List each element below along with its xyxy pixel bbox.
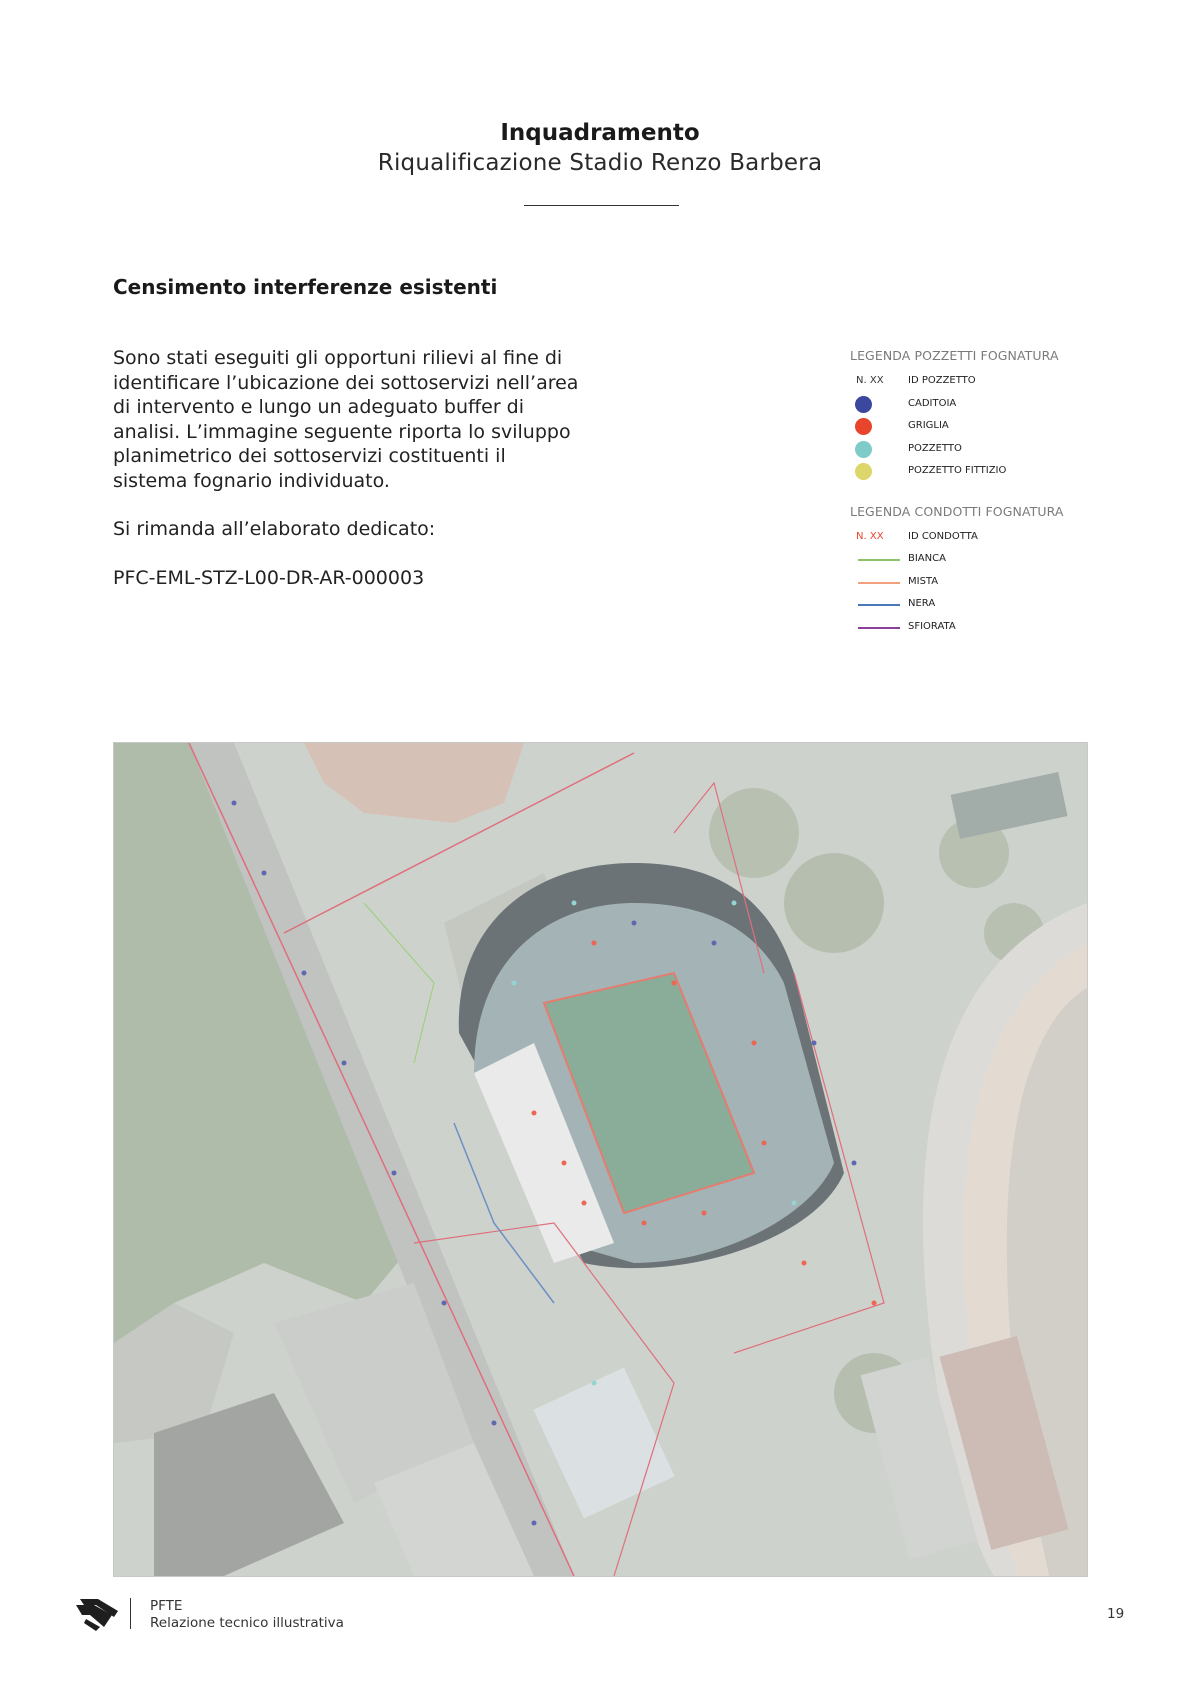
- legend-label: NERA: [908, 598, 936, 609]
- legend-row: [850, 396, 1130, 419]
- logo-icon: [74, 1597, 120, 1631]
- legend-label: ID POZZETTO: [908, 375, 976, 386]
- legend-row: [850, 551, 1130, 574]
- legend-label: GRIGLIA: [908, 420, 949, 431]
- legend-label: SFIORATA: [908, 620, 956, 632]
- page-number: 19: [1107, 1606, 1125, 1622]
- legend-line-icon: [858, 559, 900, 561]
- legend-row: [850, 463, 1130, 486]
- legend-dot-icon: [855, 463, 872, 480]
- legend-row: [850, 574, 1130, 597]
- legend-condotti-title: LEGENDA CONDOTTI FOGNATURA: [850, 503, 1064, 519]
- legend-line-icon: [858, 604, 900, 606]
- aerial-map-illustration: [114, 743, 1087, 1576]
- section-heading: Censimento interferenze esistenti: [113, 275, 498, 299]
- body-paragraph: Si rimanda all’elaborato dedicato:: [113, 518, 436, 540]
- legend-line-icon: [858, 582, 900, 584]
- aerial-map-image: [113, 742, 1088, 1577]
- footer-divider: [130, 1598, 131, 1629]
- footer-doc-title: Relazione tecnico illustrativa: [150, 1615, 344, 1631]
- page-title: Inquadramento: [500, 120, 700, 146]
- legend-dot-icon: [855, 396, 872, 413]
- legend-label: CADITOIA: [908, 397, 957, 409]
- legend-row: [850, 596, 1130, 619]
- legend-pozzetti-title: LEGENDA POZZETTI FOGNATURA: [850, 348, 1059, 363]
- body-paragraph: Sono stati eseguiti gli opportuni rilievi al fine di identificare l’ubicazione dei sottoservizi nell’area di intervento e lungo un adeguato buffer di analisi. L’immagine seguente riporta lo sviluppo planimetrico dei sottoservizi costituenti il sistema fognario individuato.: [113, 347, 579, 492]
- footer-doc-type: PFTE: [150, 1598, 183, 1614]
- legend-label: POZZETTO FITTIZIO: [908, 465, 1007, 476]
- document-reference: PFC-EML-STZ-L00-DR-AR-000003: [113, 566, 425, 589]
- legend-id-key: N. XX: [856, 375, 884, 386]
- legend-label: BIANCA: [908, 553, 946, 564]
- body-text: [113, 346, 583, 590]
- legend-row: [850, 441, 1130, 464]
- legend-spacer: [850, 486, 1130, 504]
- page-subtitle: Riqualificazione Stadio Renzo Barbera: [377, 150, 823, 176]
- legend-id-key: N. XX: [856, 530, 884, 542]
- header-divider: [524, 205, 679, 206]
- map-legend: [850, 348, 1130, 641]
- legend-label: MISTA: [908, 575, 939, 587]
- legend-line-icon: [858, 627, 900, 629]
- legend-row: [850, 619, 1130, 642]
- legend-label: ID CONDOTTA: [908, 530, 978, 542]
- legend-row: [850, 373, 1130, 396]
- legend-dot-icon: [855, 441, 872, 458]
- legend-row: [850, 418, 1130, 441]
- legend-row: [850, 529, 1130, 552]
- legend-dot-icon: [855, 418, 872, 435]
- legend-label: POZZETTO: [908, 442, 962, 454]
